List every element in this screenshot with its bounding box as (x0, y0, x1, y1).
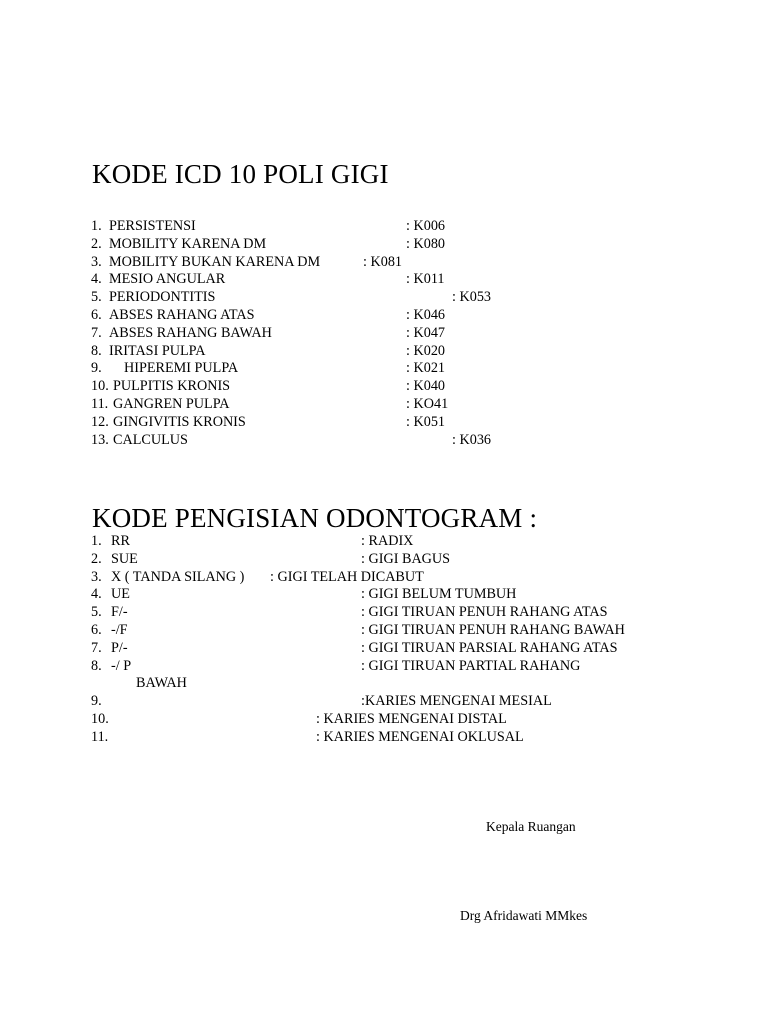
item-number: 10. (91, 378, 109, 395)
item-code: : K036 (452, 431, 492, 448)
item-meaning: : GIGI TIRUAN PARTIAL RAHANG (361, 657, 581, 674)
item-code: : K021 (406, 360, 446, 377)
item-label: PULPITIS KRONIS (113, 378, 231, 395)
item-label: PERIODONTITIS (109, 289, 216, 306)
item-meaning-continuation: BAWAH (136, 675, 187, 692)
item-number: 7. (91, 639, 102, 656)
item-label: GINGIVITIS KRONIS (113, 413, 246, 430)
item-label: MESIO ANGULAR (109, 271, 226, 288)
item-code: : K047 (406, 324, 446, 341)
signature-role: Kepala Ruangan (486, 819, 576, 834)
item-number: 6. (91, 621, 102, 638)
item-number: 9. (91, 693, 102, 710)
item-symbol: X ( TANDA SILANG ) (111, 568, 245, 585)
item-symbol: RR (111, 533, 130, 549)
item-code: : K040 (406, 378, 446, 395)
item-code: : K080 (406, 235, 446, 252)
item-number: 2. (91, 550, 102, 567)
item-code: : K020 (406, 342, 446, 359)
item-meaning: : GIGI TIRUAN PARSIAL RAHANG ATAS (361, 639, 618, 656)
item-label: GANGREN PULPA (113, 395, 230, 412)
item-label: MOBILITY BUKAN KARENA DM (109, 253, 321, 270)
item-number: 5. (91, 604, 102, 621)
item-number: 5. (91, 289, 102, 306)
item-code: : K011 (406, 271, 445, 288)
item-meaning: : GIGI BAGUS (361, 550, 451, 567)
item-number: 8. (91, 342, 102, 359)
item-code: : K081 (363, 253, 403, 270)
item-label: MOBILITY KARENA DM (109, 235, 267, 252)
item-label: CALCULUS (113, 431, 188, 448)
item-code: : KO41 (406, 395, 449, 412)
item-label: HIPEREMI PULPA (124, 360, 239, 377)
item-number: 3. (91, 253, 102, 270)
item-number: 6. (91, 306, 102, 323)
item-number: 11. (91, 728, 109, 745)
item-code: : K051 (406, 413, 446, 430)
item-number: 4. (91, 586, 102, 603)
item-number: 9. (91, 360, 102, 377)
item-number: 1. (91, 218, 102, 234)
item-number: 4. (91, 271, 102, 288)
item-symbol: SUE (111, 550, 138, 567)
item-meaning: : GIGI TELAH DICABUT (270, 568, 424, 585)
item-meaning: : KARIES MENGENAI OKLUSAL (316, 728, 524, 745)
item-symbol: P/- (111, 639, 128, 656)
item-number: 10. (91, 710, 109, 727)
item-number: 8. (91, 657, 102, 674)
odontogram-title: KODE PENGISIAN ODONTOGRAM : (92, 503, 538, 533)
item-label: IRITASI PULPA (109, 342, 206, 359)
item-label: ABSES RAHANG BAWAH (109, 324, 272, 341)
item-symbol: F/- (111, 604, 128, 621)
item-number: 3. (91, 568, 102, 585)
signature-name: Drg Afridawati MMkes (460, 908, 588, 923)
item-meaning: : GIGI BELUM TUMBUH (361, 586, 517, 603)
item-meaning: :KARIES MENGENAI MESIAL (361, 693, 552, 710)
item-meaning: : RADIX (361, 533, 414, 549)
item-meaning: : KARIES MENGENAI DISTAL (316, 710, 507, 727)
item-number: 13. (91, 431, 109, 448)
item-number: 12. (91, 413, 109, 430)
item-number: 11. (91, 395, 109, 412)
item-meaning: : GIGI TIRUAN PENUH RAHANG ATAS (361, 604, 608, 621)
item-number: 2. (91, 235, 102, 252)
item-number: 7. (91, 324, 102, 341)
icd-title: KODE ICD 10 POLI GIGI (92, 159, 389, 189)
item-symbol: UE (111, 586, 130, 603)
item-label: ABSES RAHANG ATAS (109, 306, 255, 323)
item-number: 1. (91, 533, 102, 549)
item-code: : K006 (406, 218, 446, 234)
item-symbol: -/F (111, 621, 128, 638)
item-meaning: : GIGI TIRUAN PENUH RAHANG BAWAH (361, 621, 625, 638)
item-code: : K053 (452, 289, 492, 306)
item-symbol: -/ P (111, 657, 132, 674)
item-code: : K046 (406, 306, 446, 323)
item-label: PERSISTENSI (109, 218, 196, 234)
